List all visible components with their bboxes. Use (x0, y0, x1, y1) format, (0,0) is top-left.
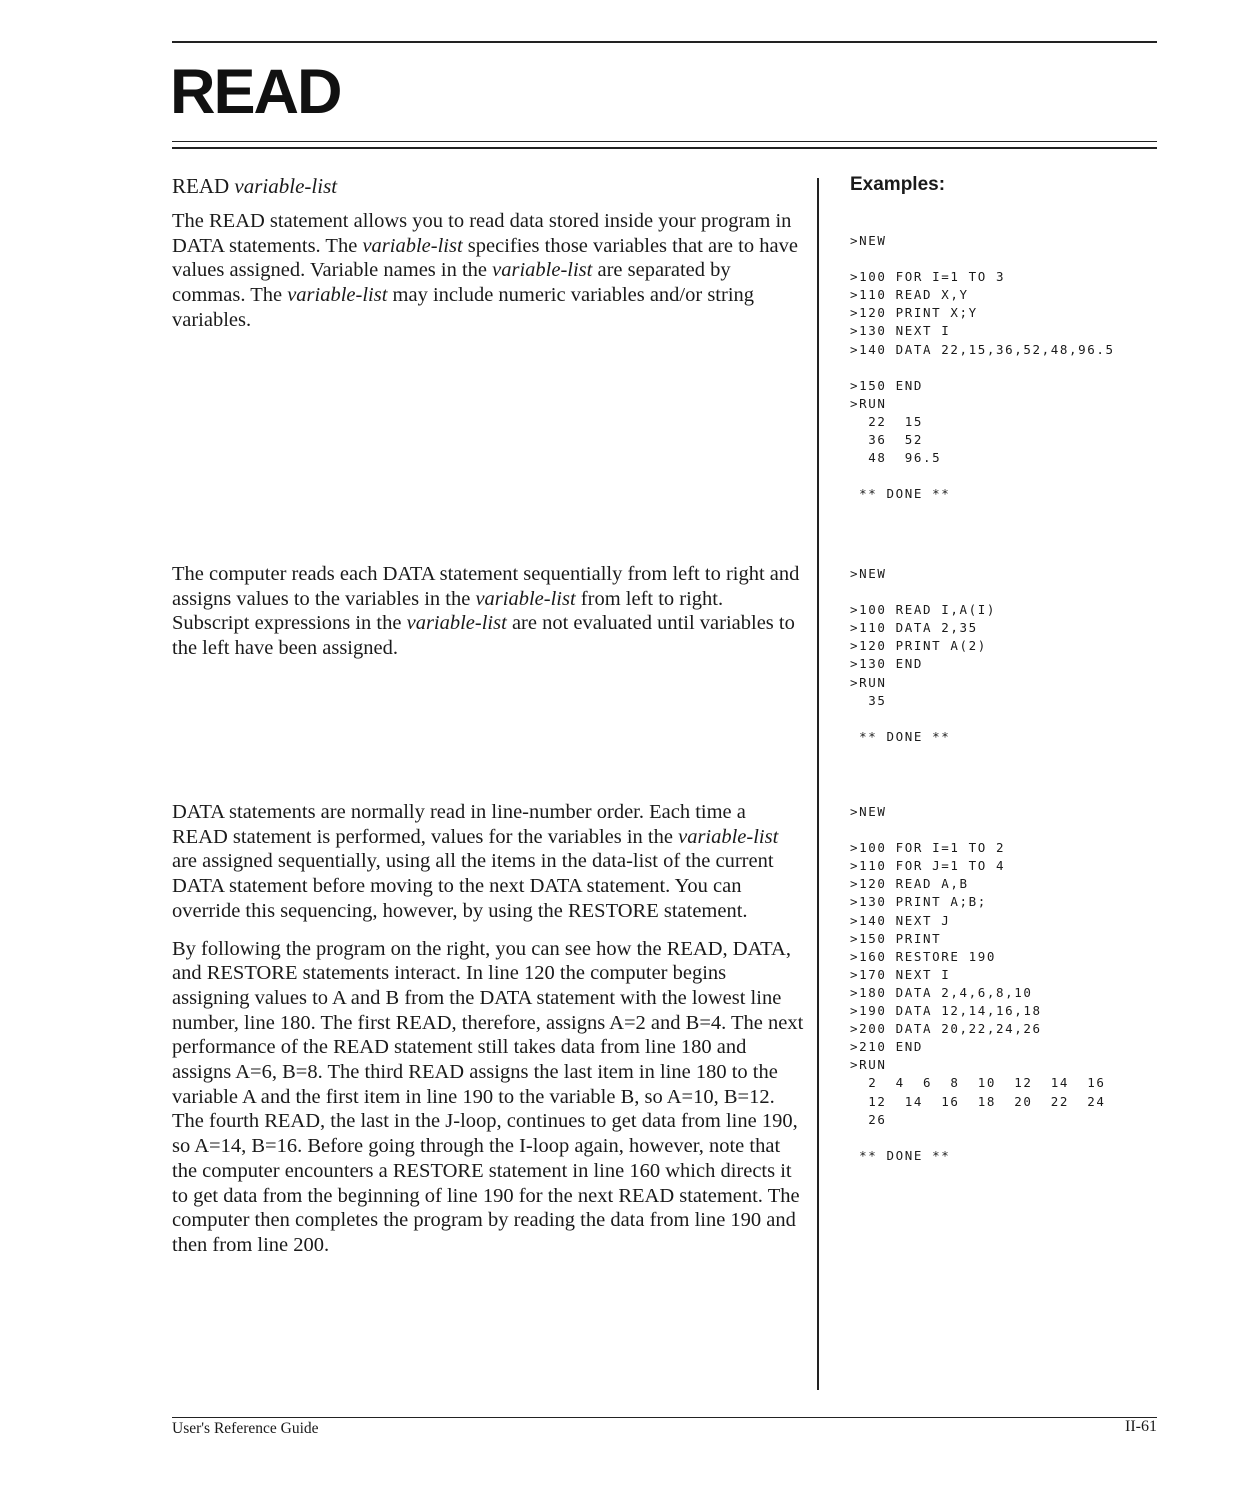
term-variable-list: variable-list (475, 587, 576, 610)
restore-explanation-section (172, 800, 804, 1271)
code-line: >150 END (850, 377, 924, 393)
code-line: >170 NEXT I (850, 966, 951, 982)
top-rule (172, 41, 1157, 43)
code-line: ** DONE ** (850, 728, 951, 744)
code-line: >RUN (850, 1057, 887, 1073)
page-title: READ (170, 57, 341, 127)
text-run: DATA statements are normally read in line-number order. Each time a READ statement is performed, values for the variables in the (172, 801, 746, 848)
column-divider (817, 178, 819, 1390)
text-run: The READ statement allows you to read data stored inside your program in DATA statements. The (172, 210, 792, 257)
code-line: >130 NEXT I (850, 323, 951, 339)
code-line: ** DONE ** (850, 486, 951, 502)
term-variable-list: variable-list (362, 234, 463, 257)
text-run: are separated by commas. The (172, 259, 731, 307)
code-spacer (850, 710, 996, 728)
example-program-1 (850, 232, 1115, 503)
code-spacer (850, 359, 1115, 377)
term-variable-list: variable-list (678, 825, 779, 848)
code-spacer (850, 250, 1115, 268)
code-line: >110 FOR J=1 TO 4 (850, 858, 1006, 874)
code-line: >100 READ I,A(I) (850, 602, 997, 618)
body-paragraph (172, 562, 804, 661)
code-line: ** DONE ** (850, 1147, 951, 1163)
code-line: >200 DATA 20,22,24,26 (850, 1021, 1042, 1037)
text-run: specifies those variables that are to have values assigned. Variable names in the (172, 234, 798, 282)
code-line: >130 END (850, 656, 924, 672)
code-line: 26 (850, 1111, 887, 1127)
code-line: >180 DATA 2,4,6,8,10 (850, 984, 1033, 1000)
body-paragraph (172, 937, 804, 1258)
code-line: >120 READ A,B (850, 876, 969, 892)
term-variable-list: variable-list (287, 284, 388, 307)
example-program-3 (850, 803, 1106, 1165)
code-line: >110 READ X,Y (850, 287, 969, 303)
code-line: >RUN (850, 395, 887, 411)
body-paragraph (172, 800, 804, 924)
description-section (172, 209, 804, 346)
text-run: are not evaluated until variables to the left have been assigned. (172, 612, 795, 660)
footer-rule (172, 1417, 1157, 1418)
term-variable-list: variable-list (492, 259, 593, 282)
code-line: 35 (850, 692, 887, 708)
title-rule-thick (172, 147, 1157, 149)
code-line: 48 96.5 (850, 450, 942, 466)
syntax-keyword: READ (172, 174, 230, 198)
syntax-line (172, 174, 804, 199)
code-line: >RUN (850, 674, 887, 690)
syntax-param: variable-list (234, 174, 338, 198)
body-paragraph (172, 209, 804, 333)
code-spacer (850, 467, 1115, 485)
examples-heading: Examples: (850, 174, 946, 195)
code-line: >NEW (850, 233, 887, 248)
footer-guide-name: User's Reference Guide (172, 1420, 319, 1437)
code-line: >190 DATA 12,14,16,18 (850, 1003, 1042, 1019)
code-spacer (850, 1129, 1106, 1147)
code-line: >160 RESTORE 190 (850, 948, 997, 964)
code-line: >210 END (850, 1039, 924, 1055)
code-line: 36 52 (850, 432, 924, 448)
code-line: >NEW (850, 566, 887, 581)
code-line: >120 PRINT X;Y (850, 305, 978, 321)
example-program-2 (850, 565, 996, 746)
code-line: >NEW (850, 804, 887, 819)
title-rule (172, 141, 1157, 142)
code-line: >130 PRINT A;B; (850, 894, 987, 910)
page-number: II-61 (1125, 1418, 1157, 1435)
code-line: >100 FOR I=1 TO 3 (850, 269, 1006, 285)
code-line: >150 PRINT (850, 930, 942, 946)
term-variable-list: variable-list (406, 612, 507, 635)
code-spacer (850, 583, 996, 601)
text-run: The computer reads each DATA statement sequentially from left to right and assigns values to the variables in the (172, 563, 800, 610)
code-line: 22 15 (850, 413, 924, 429)
code-line: 12 14 16 18 20 22 24 (850, 1093, 1106, 1109)
text-run: By following the program on the right, you can see how the READ, DATA, and RESTORE statements interact. In line 120 the computer begins assigning values to A and B from the DATA statement with the lowest line number, line 180. The first READ, therefore, assigns A=2 and B=4. The next performance of the READ statement still takes data from line 180 and assigns A=6, B=8. The third READ assigns the last item in line 180 to the variable A and the first item in line 190 to the variable B, so A=10, B=12. The fourth READ, the last in the J-loop, continues to get data from line 190, so A=14, B=16. Before going through the I-loop again, however, note that the computer encounters a RESTORE statement in line 160 which directs it to get data from the beginning of line 190 for the next READ statement. The computer then completes the program by reading the data from line 190 and then from line 200. (172, 937, 804, 1256)
evaluation-order-section (172, 562, 804, 674)
code-line: >120 PRINT A(2) (850, 638, 987, 654)
code-line: >140 DATA 22,15,36,52,48,96.5 (850, 341, 1115, 357)
code-line: >100 FOR I=1 TO 2 (850, 840, 1006, 856)
code-spacer (850, 821, 1106, 839)
code-line: >140 NEXT J (850, 912, 951, 928)
text-run: may include numeric variables and/or string variables. (172, 284, 755, 331)
code-line: 2 4 6 8 10 12 14 16 (850, 1075, 1106, 1091)
text-run: from left to right. Subscript expressions in the (172, 587, 724, 635)
code-line: >110 DATA 2,35 (850, 620, 978, 636)
text-run: are assigned sequentially, using all the items in the data-list of the current DATA statement before moving to the next DATA statement. You can override this sequencing, however, by using the RESTORE statement. (172, 850, 774, 922)
